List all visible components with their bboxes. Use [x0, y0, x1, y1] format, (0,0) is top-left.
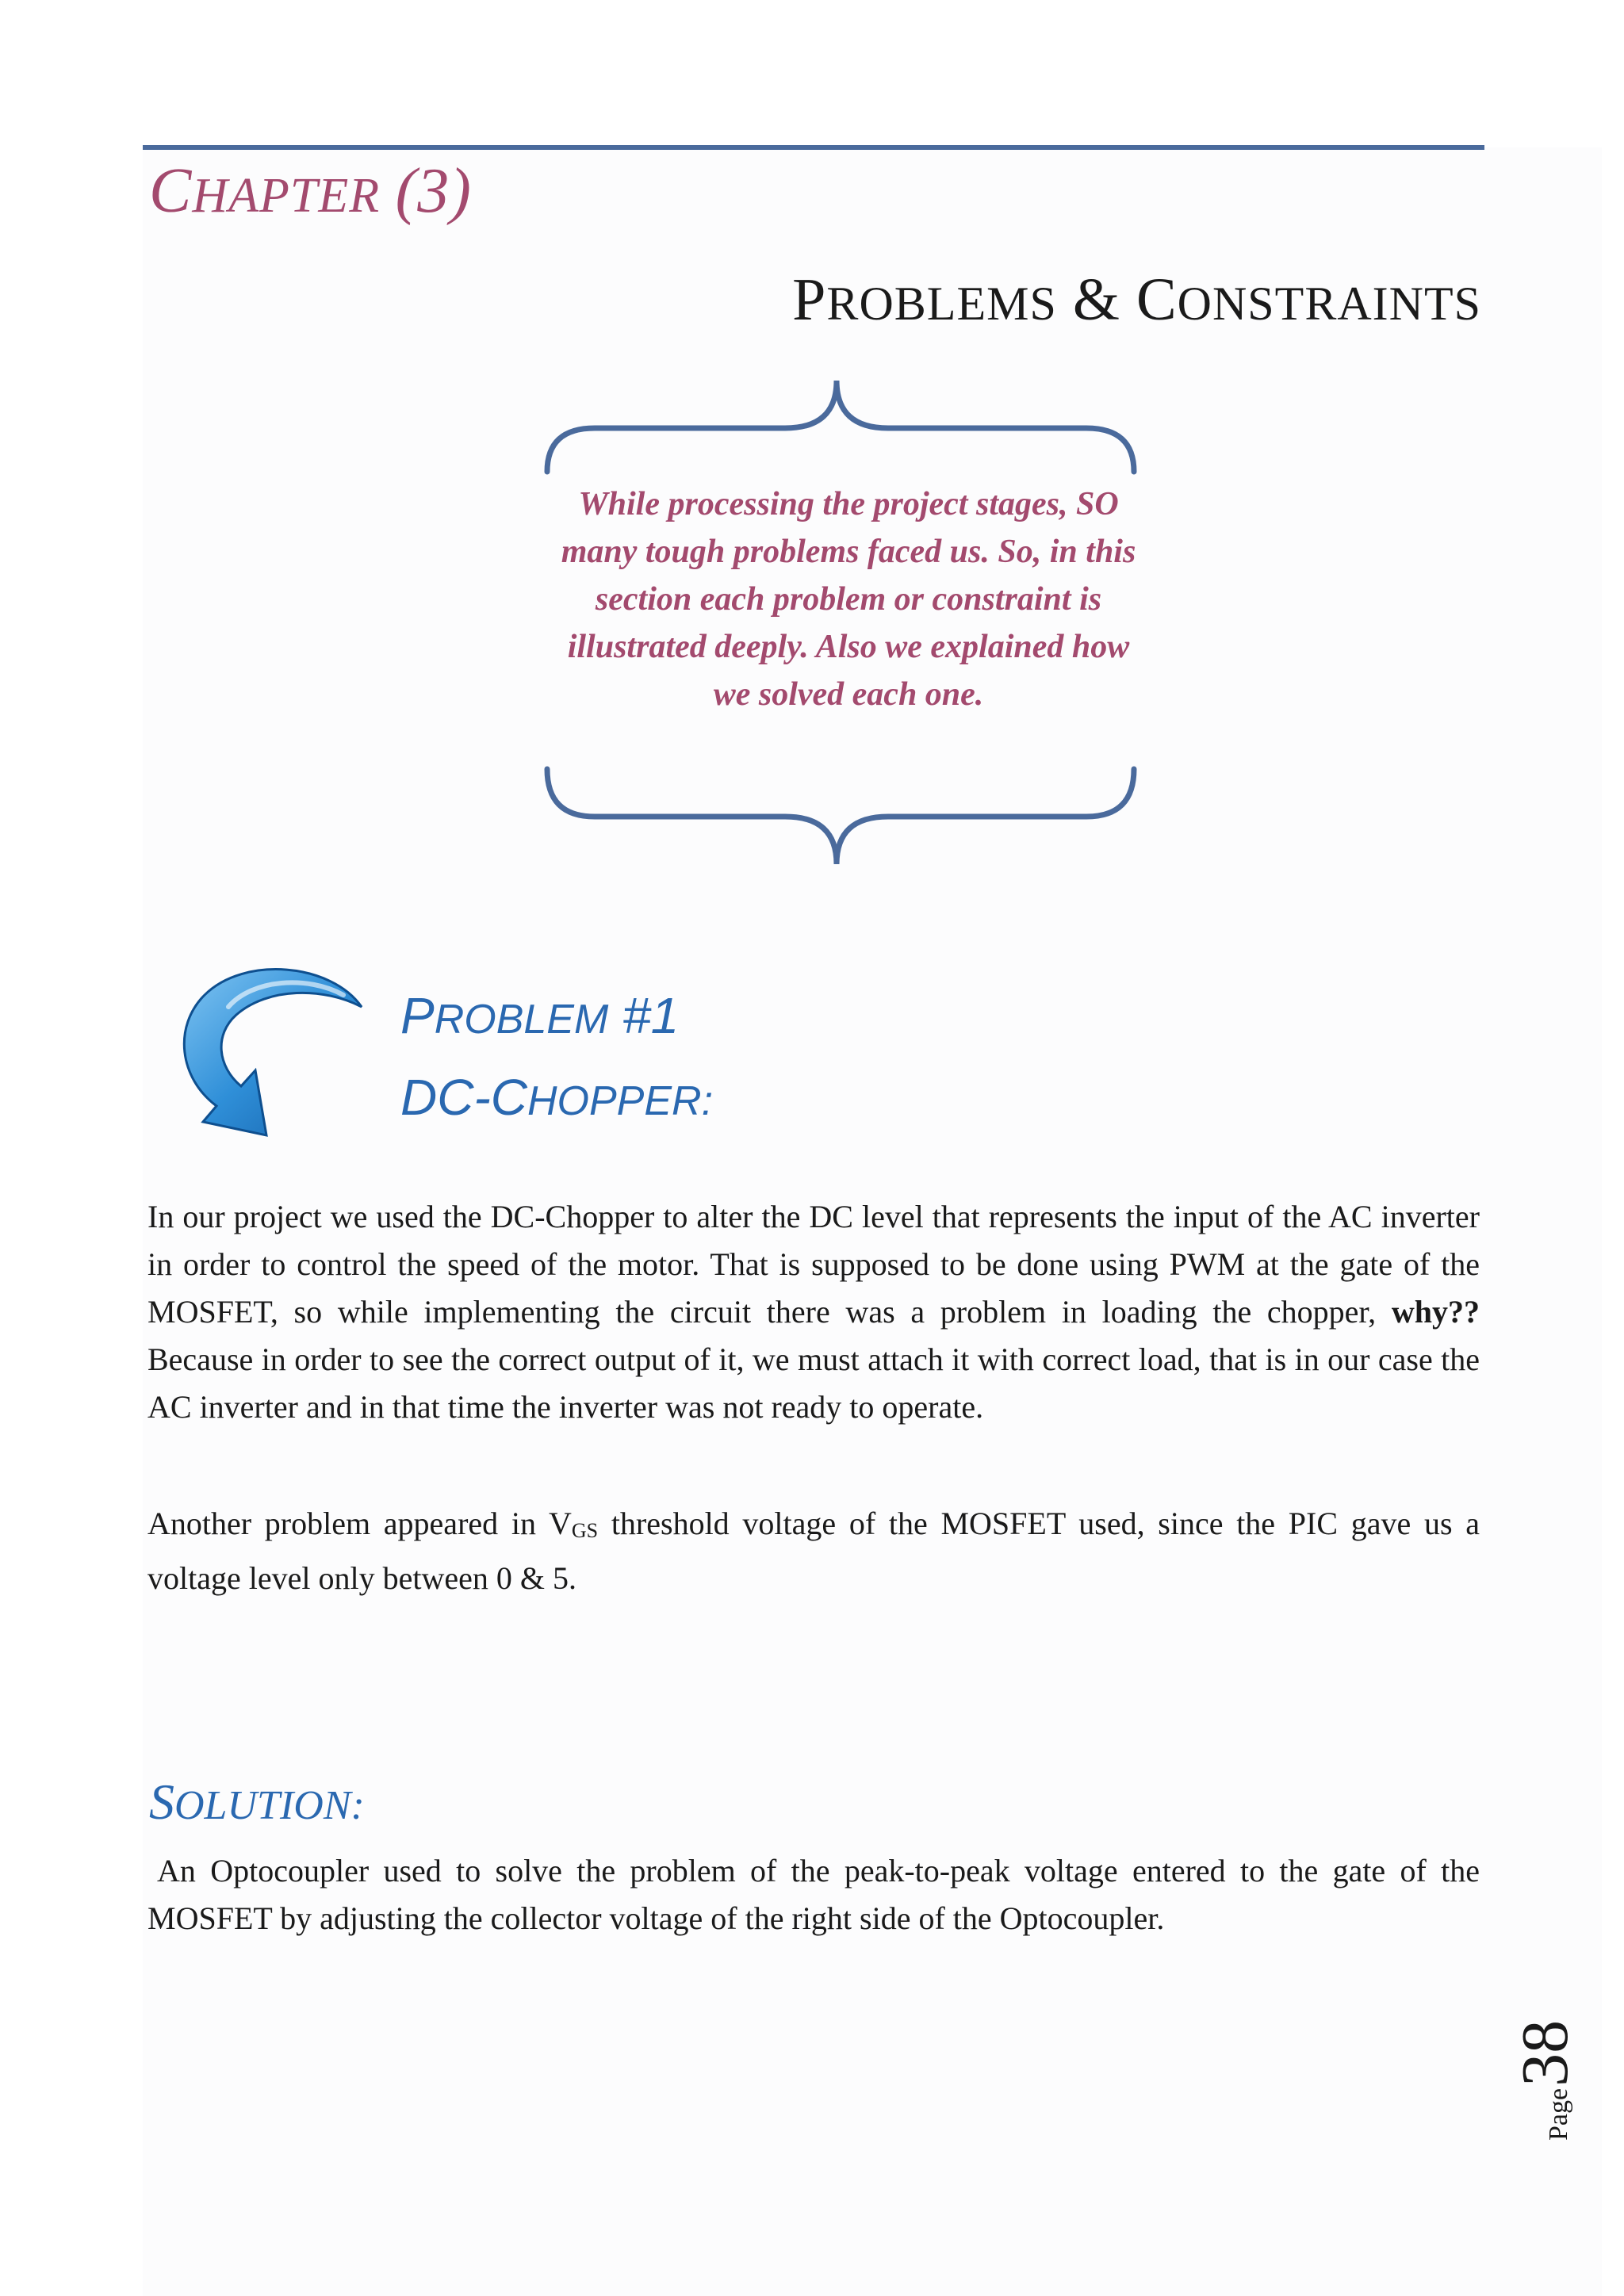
- section-title: [792, 266, 1481, 335]
- problem-number: #1: [622, 987, 680, 1044]
- chapter-number: (3): [395, 156, 472, 226]
- problem-initial: P: [400, 987, 435, 1044]
- problem-topic-prefix: DC-: [400, 1069, 491, 1126]
- section-ampersand: &: [1072, 266, 1120, 333]
- chapter-title: [149, 155, 472, 228]
- section-word1-rest: ROBLEMS: [826, 277, 1057, 330]
- chapter-title-rest: HAPTER: [192, 169, 381, 223]
- paragraph-1-bold: why??: [1391, 1294, 1480, 1330]
- paragraph-2-subscript: GS: [571, 1519, 599, 1542]
- problem-heading-line2: [400, 1058, 713, 1140]
- header-rule: [143, 145, 1484, 150]
- solution-initial: S: [149, 1774, 174, 1830]
- section-word2-initial: C: [1136, 266, 1178, 333]
- problem-paragraph-1: [147, 1193, 1480, 1431]
- paragraph-1-text-b: Because in order to see the correct output of it, we must attach it with correct load, that is in our case the AC inverter and in that time the inverter was not ready to operate.: [147, 1341, 1480, 1425]
- page-number: [1507, 2014, 1582, 2141]
- paragraph-2-text-b: threshold voltage of the MOSFET used, since the PIC gave us a voltage level only between 0 & 5.: [147, 1506, 1480, 1596]
- problem-heading-line1: [400, 977, 713, 1058]
- top-brace-icon: [547, 381, 1134, 472]
- problem-word: ROBLEM: [434, 997, 609, 1043]
- page-number-value: 38: [1508, 2019, 1582, 2087]
- bottom-brace-icon: [547, 769, 1134, 864]
- problem-topic-initial: C: [490, 1069, 527, 1126]
- solution-heading: [149, 1773, 365, 1831]
- solution-paragraph: [147, 1847, 1480, 1942]
- problem-heading: [400, 977, 713, 1140]
- solution-rest: OLUTION:: [174, 1783, 365, 1828]
- problem-paragraph-2: [147, 1500, 1480, 1602]
- section-word1-initial: P: [792, 266, 827, 333]
- problem-topic-rest: HOPPER:: [527, 1078, 714, 1124]
- paragraph-1-text-a: In our project we used the DC-Chopper to alter the DC level that represents the input of the AC inverter in order to control the speed of the motor. That is supposed to be done using PWM at the gate of the MOSFET, so while implementing the circuit there was a problem in loading the chopper,: [147, 1199, 1480, 1330]
- intro-text: While processing the project stages, SO many tough problems faced us. So, in this section each problem or constraint is illustrated deeply. Also we explained how we solved each one.: [561, 486, 1136, 713]
- chapter-title-initial: C: [149, 156, 193, 226]
- paragraph-2-text-a: Another problem appeared in V: [147, 1506, 572, 1541]
- page-label: Page: [1544, 2087, 1573, 2141]
- section-word2-rest: ONSTRAINTS: [1177, 277, 1481, 330]
- curved-blue-arrow-icon: [173, 959, 367, 1142]
- solution-text: An Optocoupler used to solve the problem of the peak-to-peak voltage entered to the gate of the MOSFET by adjusting the collector voltage of the right side of the Optocoupler.: [147, 1853, 1480, 1936]
